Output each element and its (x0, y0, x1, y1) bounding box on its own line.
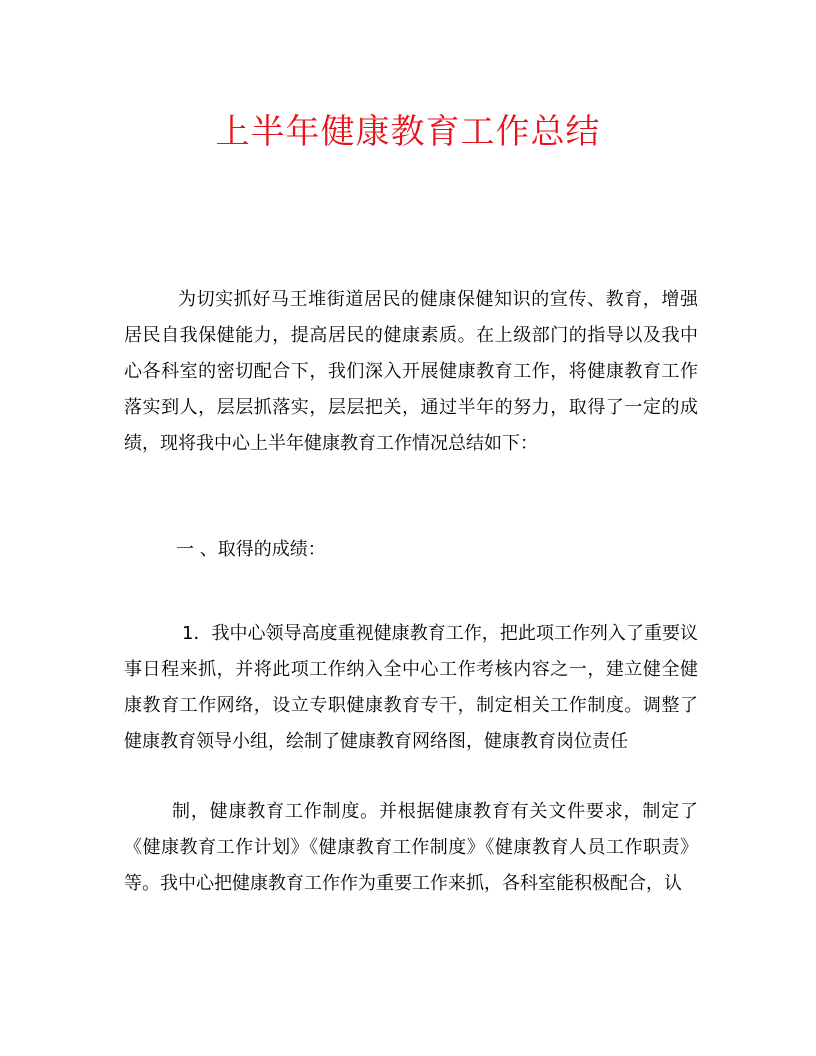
achievement-paragraph-continued: 制，健康教育工作制度。并根据健康教育有关文件要求，制定了《健康教育工作计划》《健康教育工作制度》《健康教育人员工作职责》等。我中心把健康教育工作作为重要工作来抓，各科室能积极配合，认 (124, 801, 698, 894)
document-title: 上半年健康教育工作总结 (215, 112, 601, 152)
achievement-paragraph-1: 1．我中心领导高度重视健康教育工作，把此项工作列入了重要议事日程来抓，并将此项工作纳入全中心工作考核内容之一，建立健全健康教育工作网络，设立专职健康教育专干，制定相关工作制度。调整了健康教育领导小组，绘制了健康教育网络图，健康教育岗位责任 (124, 623, 698, 752)
intro-paragraph: 为切实抓好马王堆街道居民的健康保健知识的宣传、教育，增强居民自我保健能力，提高居民的健康素质。在上级部门的指导以及我中心各科室的密切配合下，我们深入开展健康教育工作，将健康教育工作落实到人，层层抓落实，层层把关，通过半年的努力，取得了一定的成绩，现将我中心上半年健康教育工作情况总结如下： (124, 289, 698, 454)
section-heading-achievements: 一 、取得的成绩： (176, 539, 326, 560)
